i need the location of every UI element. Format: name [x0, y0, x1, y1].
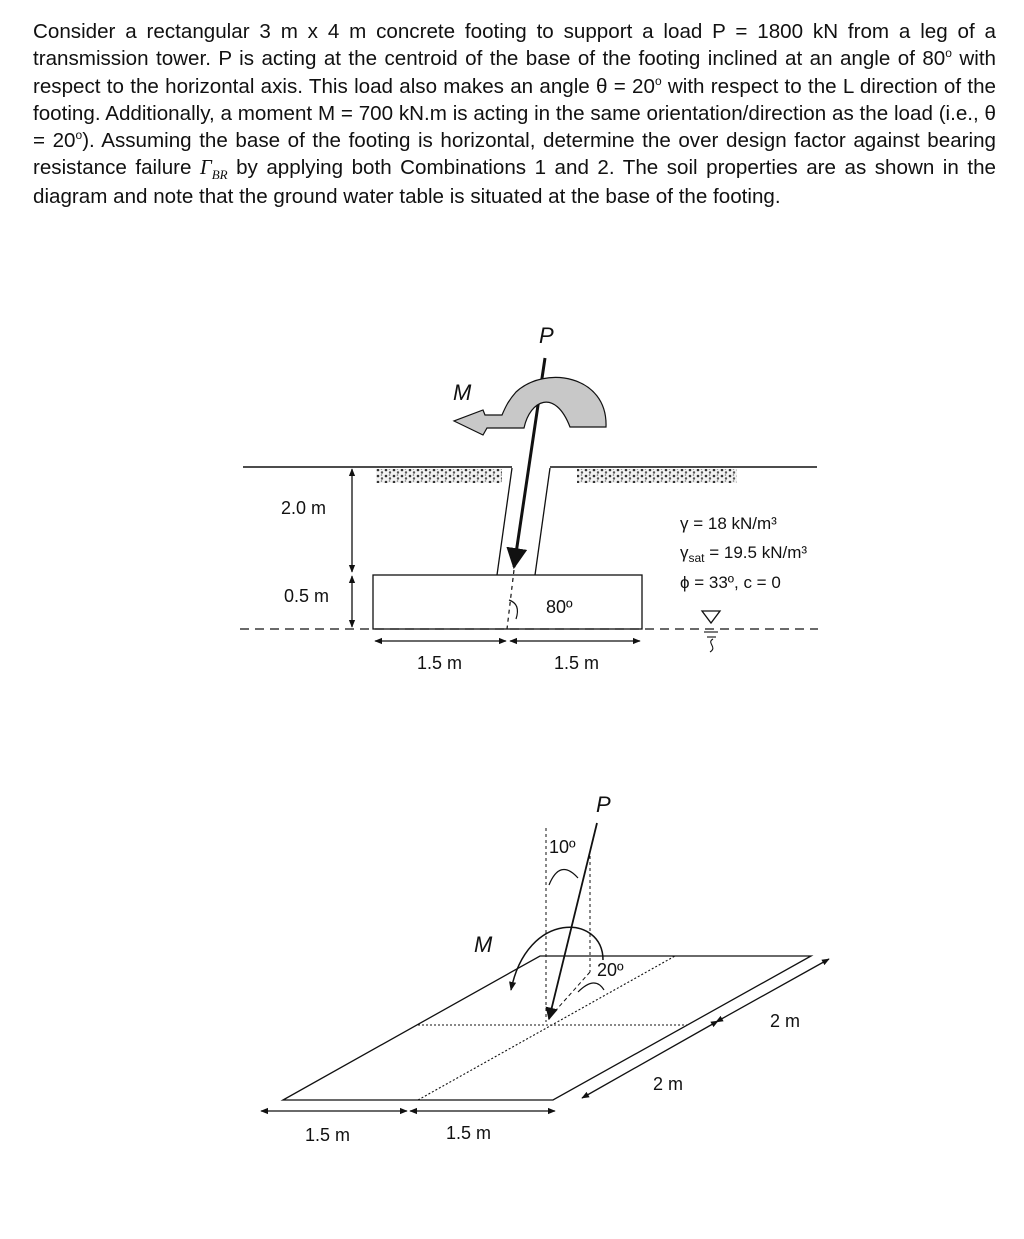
footing-outline [283, 956, 811, 1100]
length-near-label: 2 m [653, 1074, 684, 1094]
load-label: P [596, 792, 611, 817]
theta-angle-arc [578, 983, 604, 992]
right-half-label: 1.5 m [446, 1123, 492, 1143]
soil-saturated-weight: $\gamma_{sat} = 19.5$ kN/m³ [680, 543, 808, 565]
theta-angle-label: 20º [597, 960, 624, 980]
plan-view [261, 792, 829, 1145]
moment-label: M [474, 932, 493, 957]
moment-arrow-icon [454, 377, 606, 435]
pedestal-edge [535, 468, 550, 575]
right-half-label: 1.5 m [554, 653, 600, 673]
backfill-hatch-right [577, 469, 737, 483]
angle-label: 80º [546, 597, 573, 617]
gamma-br-symbol: $\Gamma_{BR}$ [199, 157, 228, 183]
problem-text-4: ). Assuming the base of the footing is horizontal, determine the over design factor against bearing resistance failure [33, 129, 997, 180]
moment-arrow-icon [511, 927, 603, 990]
problem-text-5: by applying both Combinations 1 and 2. The soil properties are as shown in the diagram and note that the ground water table is situated at the base of the footing. [33, 156, 996, 208]
left-half-label: 1.5 m [417, 653, 463, 673]
problem-text-2: with respect to the horizontal axis. This load also makes an angle θ = 20 [33, 47, 996, 98]
degree-symbol: o [654, 73, 662, 88]
thickness-label: 0.5 m [284, 586, 330, 606]
soil-friction-angle: ϕ = 33º, c = 0 [680, 573, 781, 592]
left-half-label: 1.5 m [305, 1125, 351, 1145]
soil-unit-weight: γ = 18 kN/m³ [680, 514, 777, 533]
centerline-long [418, 956, 675, 1100]
pedestal-edge [497, 468, 512, 575]
depth-label: 2.0 m [281, 498, 327, 518]
degree-symbol: o [75, 128, 83, 143]
tilt-angle-arc [549, 869, 578, 885]
problem-text-1: Consider a rectangular 3 m x 4 m concrete footing to support a load P = 1800 kN from a leg of a transmission tower. P is acting at the centroid of the base of the footing inclined at an angle of 80 [33, 20, 996, 71]
degree-symbol: o [945, 46, 952, 61]
problem-text-3: with respect to the L direction of the footing. Additionally, a moment M = 700 kN.m is acting in the same orientation/direction as the load (i.e., θ = 20 [33, 74, 996, 153]
length-near-dimension [582, 1021, 718, 1098]
tilt-angle-label: 10º [549, 837, 576, 857]
elevation-view [240, 323, 818, 673]
length-far-label: 2 m [770, 1011, 801, 1031]
water-table-icon [702, 611, 720, 652]
load-label: P [539, 323, 554, 348]
moment-label: M [453, 380, 472, 405]
backfill-hatch-left [376, 469, 502, 483]
